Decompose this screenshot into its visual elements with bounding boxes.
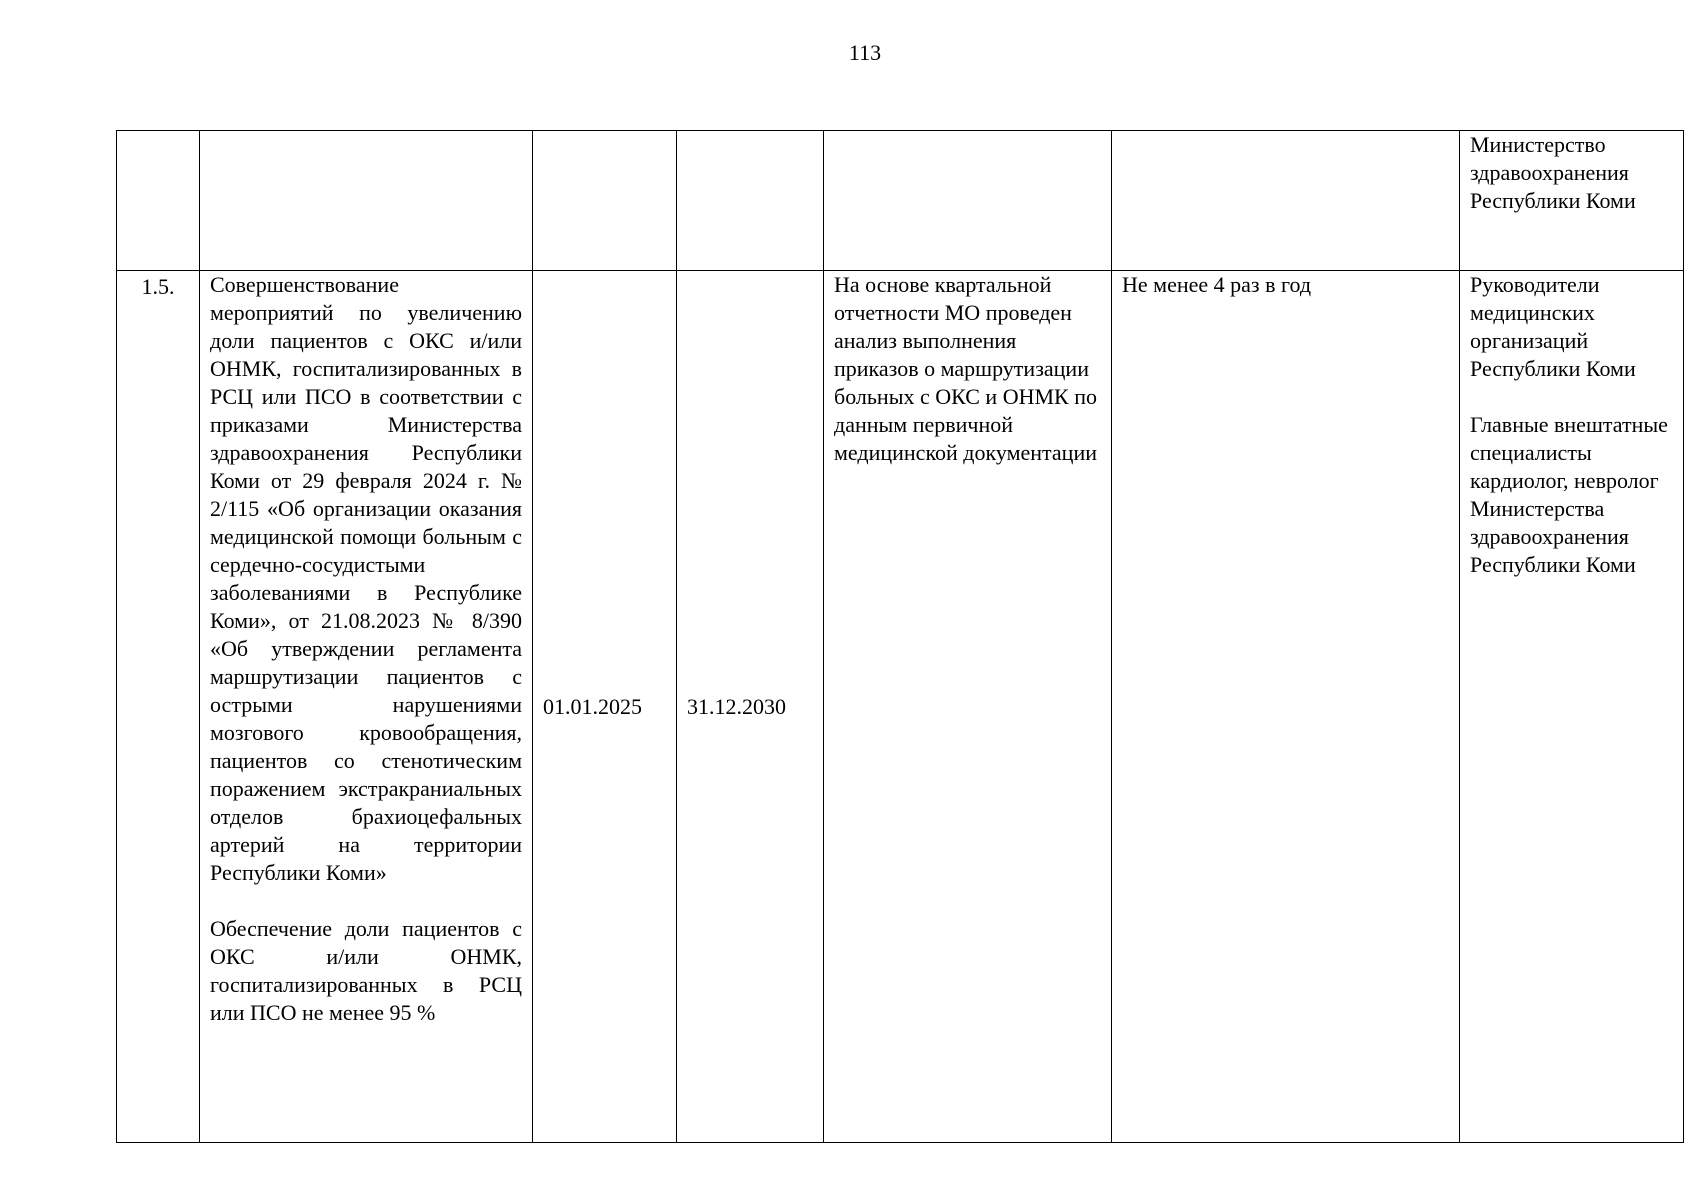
responsible-specialists-text: Главные внештатные специалисты кардиолог, невролог Министерства здравоохранения Республики Коми bbox=[1470, 412, 1668, 577]
end-date: 31.12.2030 bbox=[687, 693, 786, 719]
start-date-cell-empty bbox=[533, 131, 677, 271]
result-cell bbox=[824, 271, 1112, 1143]
continued-table-row bbox=[117, 131, 1684, 271]
responsible-heads-text: Руководители медицинских организаций Республики Коми bbox=[1470, 272, 1636, 381]
end-date-cell-empty bbox=[677, 131, 824, 271]
row-number: 1.5. bbox=[141, 274, 175, 299]
description-cell bbox=[200, 271, 533, 1143]
start-date: 01.01.2025 bbox=[543, 693, 642, 719]
description-text: Совершенствование мероприятий по увеличению доли пациентов с ОКС и/или ОНМК, госпитализированных в РСЦ или ПСО в соответствии с приказами Министерства здравоохранения Республики Коми от 29 февраля 2024 г. № 2/115 «Об организации оказания медицинской помощи больным с сердечно-сосудистыми заболеваниями в Республике Коми», от 21.08.2023 № 8/390 «Об утверждении регламента маршрутизации пациентов с острыми нарушениями мозгового кровообращения, пациентов со стенотическим поражением экстракраниальных отделов брахиоцефальных артерий на территории Республики Коми» bbox=[210, 272, 522, 885]
frequency-text: Не менее 4 раз в год bbox=[1122, 272, 1312, 297]
number-cell-empty bbox=[117, 131, 200, 271]
responsible-cell-continued bbox=[1460, 131, 1684, 271]
action-plan-table bbox=[116, 130, 1684, 1143]
result-text: На основе квартальной отчетности МО проведен анализ выполнения приказов о маршрутизации больных с ОКС и ОНМК по данным первичной медицинской документации bbox=[834, 272, 1098, 465]
paragraph-gap bbox=[210, 887, 522, 915]
responsible-text-continued: Министерство здравоохранения Республики Коми bbox=[1470, 132, 1636, 213]
page-number: 113 bbox=[848, 40, 882, 65]
description-cell-empty bbox=[200, 131, 533, 271]
start-date-cell bbox=[533, 271, 677, 1143]
frequency-cell bbox=[1112, 271, 1460, 1143]
table-row-1-5 bbox=[117, 271, 1684, 1143]
result-cell-empty bbox=[824, 131, 1112, 271]
row-number-cell bbox=[117, 271, 200, 1143]
end-date-cell bbox=[677, 271, 824, 1143]
paragraph-gap bbox=[1470, 383, 1673, 411]
description-target-text: Обеспечение доли пациентов с ОКС и/или ОНМК, госпитализированных в РСЦ или ПСО не менее 95 % bbox=[210, 916, 522, 1025]
responsible-cell bbox=[1460, 271, 1684, 1143]
frequency-cell-empty bbox=[1112, 131, 1460, 271]
